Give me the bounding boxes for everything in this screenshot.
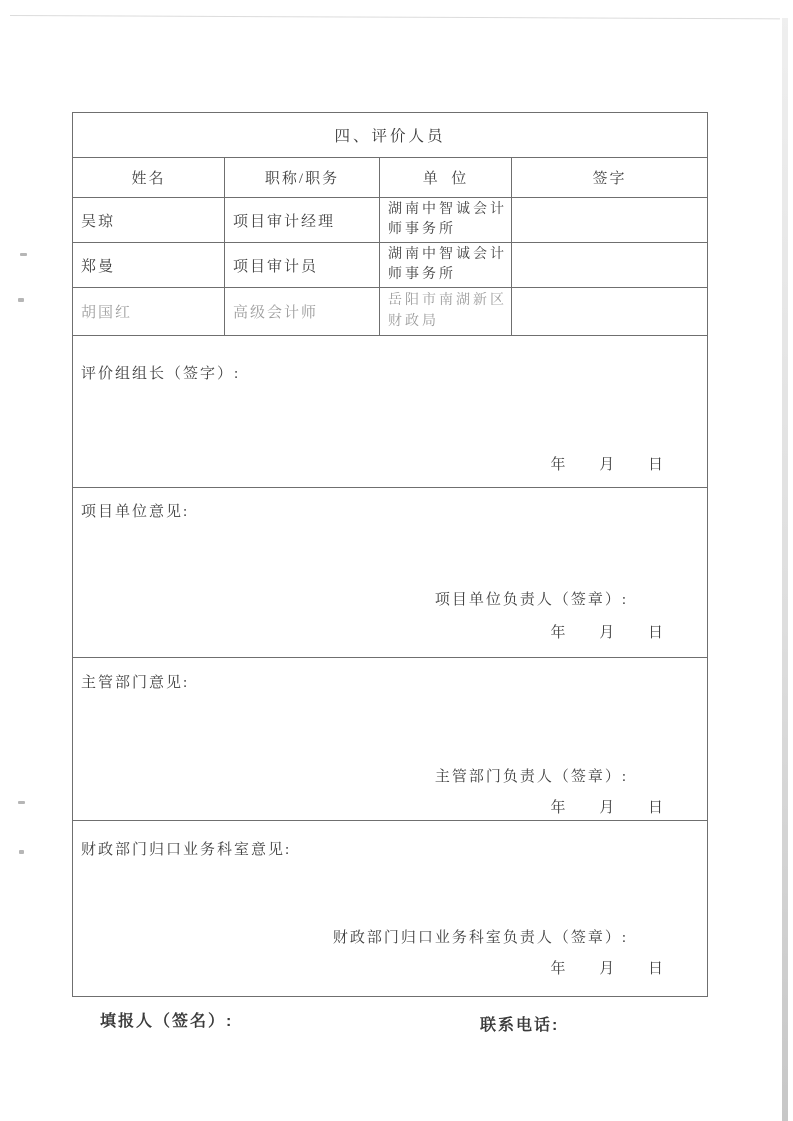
scan-speck: [18, 298, 24, 302]
title-cell: 高级会计师: [225, 288, 380, 335]
date-line: 年 月 日: [550, 625, 665, 641]
section-label: 主管部门意见:: [81, 675, 190, 691]
date-line: 年 月 日: [550, 457, 665, 473]
scan-speck: [20, 253, 27, 256]
scan-top-edge-artifact: [10, 15, 780, 19]
name-cell: 胡国红: [73, 288, 225, 335]
signature-cell: [512, 198, 707, 243]
section-evaluation-group-leader: [73, 336, 707, 488]
table-header-row: [73, 158, 707, 198]
title-cell: 项目审计经理: [225, 198, 380, 243]
section-title: 四、评价人员: [73, 113, 707, 158]
name-cell: 吴琼: [73, 198, 225, 243]
table-row: [73, 198, 707, 243]
unit-cell: 岳阳市南湖新区财政局: [380, 288, 512, 335]
table-row: [73, 288, 707, 336]
signer-label: 主管部门负责人（签章）:: [434, 769, 628, 785]
signer-label: 财政部门归口业务科室负责人（签章）:: [332, 930, 628, 946]
date-line: 年 月 日: [550, 800, 665, 816]
signer-label: 项目单位负责人（签章）:: [434, 592, 628, 608]
name-cell: 郑曼: [73, 243, 225, 288]
form-filler-label: 填报人（签名）:: [100, 1013, 234, 1030]
section-label: 项目单位意见:: [81, 504, 190, 520]
evaluation-personnel-form: [72, 112, 708, 997]
section-project-unit-opinion: [73, 488, 707, 658]
scan-right-edge-artifact: [782, 18, 788, 1121]
section-label: 财政部门归口业务科室意见:: [81, 842, 292, 858]
signature-cell: [512, 243, 707, 288]
column-header-name: 姓名: [73, 158, 225, 197]
unit-cell: 湖南中智诚会计师事务所: [380, 198, 512, 243]
table-row: [73, 243, 707, 288]
section-label: 评价组组长（签字）:: [81, 366, 241, 382]
unit-cell: 湖南中智诚会计师事务所: [380, 243, 512, 288]
scan-speck: [19, 850, 24, 854]
column-header-unit: 单 位: [380, 158, 512, 197]
contact-phone-label: 联系电话:: [480, 1017, 560, 1034]
date-line: 年 月 日: [550, 961, 665, 977]
scan-speck: [18, 801, 25, 804]
title-cell: 项目审计员: [225, 243, 380, 288]
section-supervising-department-opinion: [73, 658, 707, 821]
column-header-title: 职称/职务: [225, 158, 380, 197]
column-header-signature: 签字: [592, 171, 627, 187]
signature-cell: [512, 288, 707, 335]
section-finance-department-opinion: [73, 821, 707, 996]
